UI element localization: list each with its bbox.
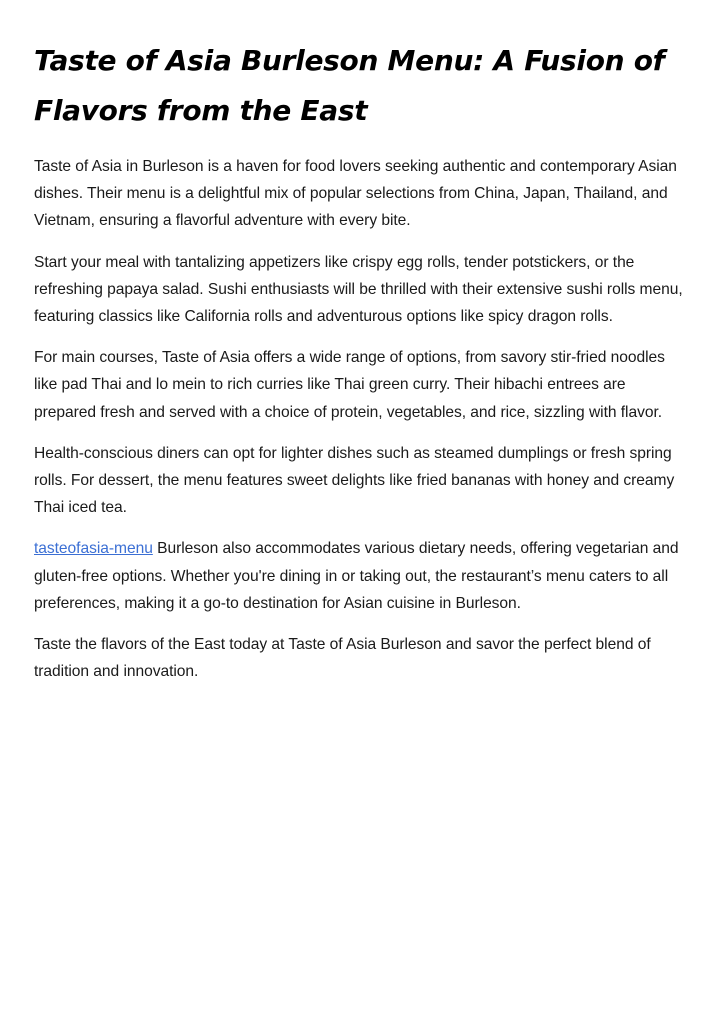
article [34, 36, 690, 685]
intro-paragraph: Taste of Asia in Burleson is a haven for food lovers seeking authentic and contemporary Asian dishes. Their menu is a delightful mix of popular selections from China, Japan, Thailand, and Vietnam, ensuring a flavorful adventure with every bite. [34, 158, 677, 230]
menu-link[interactable]: tasteofasia-menu [34, 540, 153, 558]
dietary-paragraph [34, 535, 690, 617]
page-title: Taste of Asia Burleson Menu: A Fusion of Flavors from the East [34, 44, 665, 127]
main-courses-paragraph: For main courses, Taste of Asia offers a wide range of options, from savory stir-fried noodles like pad Thai and lo mein to rich curries like Thai green curry. Their hibachi entrees are prepared fresh and served with a choice of protein, vegetables, and rice, sizzling with flavor. [34, 349, 665, 421]
health-dessert-paragraph: Health-conscious diners can opt for lighter dishes such as steamed dumplings or fresh spring rolls. For dessert, the menu features sweet delights like fried bananas with honey and creamy Thai iced tea. [34, 444, 675, 517]
dietary-paragraph-text: Burleson also accommodates various dietary needs, offering vegetarian and gluten-free options. Whether you're dining in or taking out, the restaurant’s menu caters to all preferences, making it a go-to destination for Asian cuisine in Burleson. [34, 540, 679, 612]
appetizers-paragraph: Start your meal with tantalizing appetizers like crispy egg rolls, tender potstickers, or the refreshing papaya salad. Sushi enthusiasts will be thrilled with their extensive sushi rolls menu, featuring classics like California rolls and adventurous options like spicy dragon rolls. [34, 253, 683, 326]
closing-paragraph: Taste the flavors of the East today at Taste of Asia Burleson and savor the perfect blend of tradition and innovation. [34, 636, 651, 681]
